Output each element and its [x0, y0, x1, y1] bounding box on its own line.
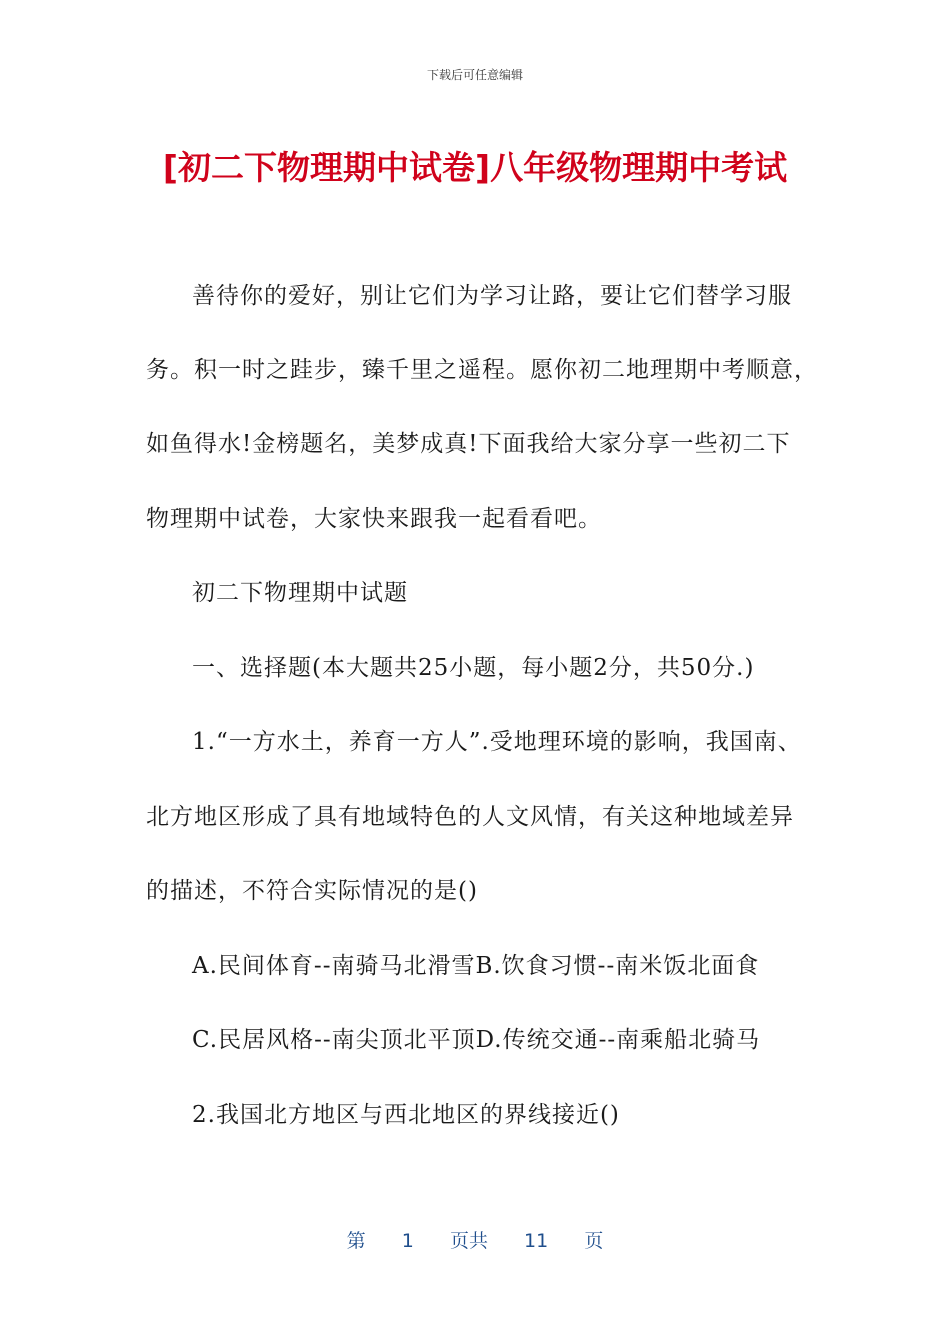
footer-page-number: 1	[401, 1230, 414, 1252]
footer-total-number: 11	[524, 1230, 549, 1252]
footer-total-label: 页共	[449, 1230, 488, 1252]
paragraph-line: 务。积一时之跬步，臻千里之遥程。愿你初二地理期中考顺意，	[146, 357, 818, 383]
answer-options: A.民间体育--南骑马北滑雪B.饮食习惯--南米饭北面食	[192, 953, 760, 979]
footer-page-label: 第	[346, 1230, 366, 1252]
question-text: 2.我国北方地区与西北地区的界线接近()	[192, 1102, 620, 1128]
question-text: 1.“一方水土，养育一方人”.受地理环境的影响，我国南、	[192, 729, 802, 755]
answer-options: C.民居风格--南尖顶北平顶D.传统交通--南乘船北骑马	[192, 1027, 761, 1053]
question-text: 的描述，不符合实际情况的是()	[146, 878, 478, 904]
paragraph-line: 善待你的爱好，别让它们为学习让路，要让它们替学习服	[192, 283, 792, 309]
header-note: 下载后可任意编辑	[426, 68, 523, 82]
paragraph-line: 如鱼得水!金榜题名，美梦成真!下面我给大家分享一些初二下	[146, 431, 791, 457]
section-heading: 初二下物理期中试题	[192, 580, 408, 606]
page-footer	[0, 1226, 950, 1253]
paragraph-line: 物理期中试卷，大家快来跟我一起看看吧。	[146, 506, 602, 532]
document-title: [初二下物理期中试卷]八年级物理期中考试	[162, 148, 788, 187]
question-text: 北方地区形成了具有地域特色的人文风情，有关这种地域差异	[146, 804, 794, 830]
footer-page-suffix: 页	[584, 1230, 604, 1252]
question-section-heading: 一、选择题(本大题共25小题，每小题2分，共50分.)	[192, 655, 755, 681]
